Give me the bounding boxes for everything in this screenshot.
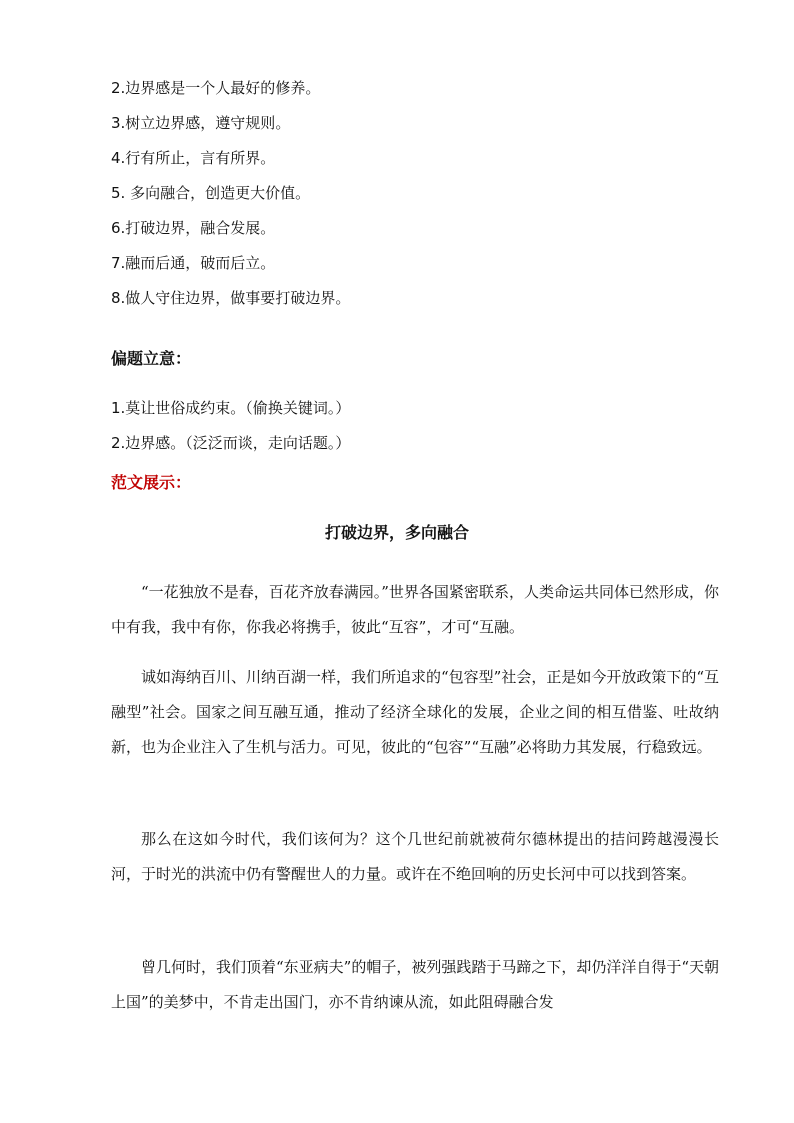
list-item-2: 2.边界感是一个人最好的修养。	[111, 79, 321, 97]
essay-paragraph-3: 那么在这如今时代，我们该何为？这个几世纪前就被荷尔德林提出的拮问跨越漫漫长河，于时光的洪流中仍有警醒世人的力量。或许在不绝回响的历史长河中可以找到答案。	[111, 830, 719, 883]
list-item-7: 7.融而后通，破而后立。	[111, 254, 276, 272]
off-topic-heading: 偏题立意：	[111, 349, 192, 368]
list-item-5: 5. 多向融合，创造更大价值。	[111, 184, 311, 202]
essay-title: 打破边界，多向融合	[324, 523, 469, 542]
list-item-8: 8.做人守住边界，做事要打破边界。	[111, 289, 351, 307]
off-topic-item-2: 2.边界感。（泛泛而谈，走向话题。）	[111, 434, 351, 452]
sample-essay-heading: 范文展示：	[111, 473, 192, 492]
list-item-4: 4.行有所止，言有所界。	[111, 149, 276, 167]
essay-paragraph-2: 诚如海纳百川、川纳百湖一样，我们所追求的“包容型”社会，正是如今开放政策下的“互融型”社会。国家之间互融互通，推动了经济全球化的发展，企业之间的相互借鉴、吐故纳新，也为企业注入了生机与活力。可见，彼此的“包容”“互融”必将助力其发展，行稳致远。	[111, 668, 720, 756]
list-item-3: 3.树立边界感，遵守规则。	[111, 114, 291, 132]
essay-paragraph-4: 曾几何时，我们顶着“东亚病夫”的帽子，被列强践踏于马蹄之下，却仍洋洋自得于“天朝上国”的美梦中，不肯走出国门，亦不肯纳谏从流，如此阻碍融合发	[111, 958, 720, 1011]
essay-paragraph-1: “一花独放不是春，百花齐放春满园。”世界各国紧密联系，人类命运共同体已然形成，你中有我，我中有你，你我必将携手，彼此“互容”，才可“互融。	[111, 583, 719, 636]
list-item-6: 6.打破边界，融合发展。	[111, 219, 276, 237]
off-topic-item-1: 1.莫让世俗成约束。（偷换关键词。）	[111, 399, 351, 417]
